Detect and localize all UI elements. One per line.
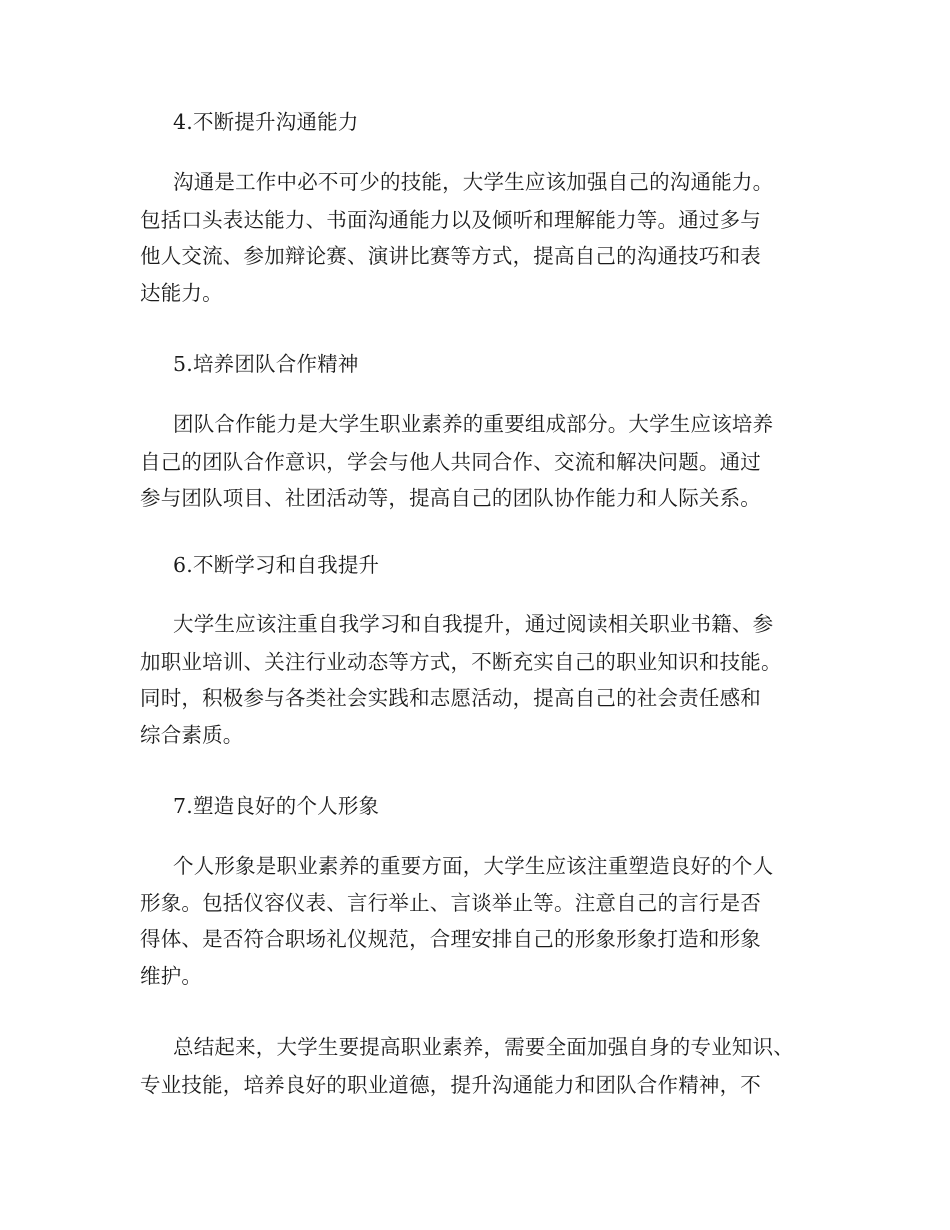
paragraph-line: 个人形象是职业素养的重要方面，大学生应该注重塑造良好的个人 (173, 854, 774, 878)
paragraph-line: 他人交流、参加辩论赛、演讲比赛等方式，提高自己的沟通技巧和表 (140, 244, 761, 268)
paragraph-line: 加职业培训、关注行业动态等方式，不断充实自己的职业知识和技能。 (140, 650, 782, 674)
paragraph-line: 综合素质。 (140, 723, 244, 747)
paragraph-line: 大学生应该注重自我学习和自我提升，通过阅读相关职业书籍、参 (173, 612, 774, 636)
heading-communication: 4.不断提升沟通能力 (173, 110, 359, 134)
paragraph-line: 形象。包括仪容仪表、言行举止、言谈举止等。注意自己的言行是否 (140, 891, 761, 915)
paragraph-line: 总结起来，大学生要提高职业素养，需要全面加强自身的专业知识、 (173, 1035, 794, 1059)
paragraph-line: 专业技能，培养良好的职业道德，提升沟通能力和团队合作精神，不 (140, 1073, 761, 1097)
heading-learning: 6.不断学习和自我提升 (173, 553, 380, 577)
paragraph-line: 得体、是否符合职场礼仪规范，合理安排自己的形象形象打造和形象 (140, 927, 761, 951)
paragraph-line: 自己的团队合作意识，学会与他人共同合作、交流和解决问题。通过 (140, 450, 761, 474)
paragraph-line: 达能力。 (140, 281, 223, 305)
paragraph-line: 团队合作能力是大学生职业素养的重要组成部分。大学生应该培养 (173, 412, 774, 436)
paragraph-line: 包括口头表达能力、书面沟通能力以及倾听和理解能力等。通过多与 (140, 208, 761, 232)
heading-personal-image: 7.塑造良好的个人形象 (173, 794, 380, 818)
paragraph-line: 同时，积极参与各类社会实践和志愿活动，提高自己的社会责任感和 (140, 686, 761, 710)
heading-teamwork: 5.培养团队合作精神 (173, 352, 359, 376)
paragraph-line: 参与团队项目、社团活动等，提高自己的团队协作能力和人际关系。 (140, 486, 761, 510)
paragraph-line: 沟通是工作中必不可少的技能，大学生应该加强自己的沟通能力。 (173, 170, 774, 194)
paragraph-line: 维护。 (140, 964, 203, 988)
